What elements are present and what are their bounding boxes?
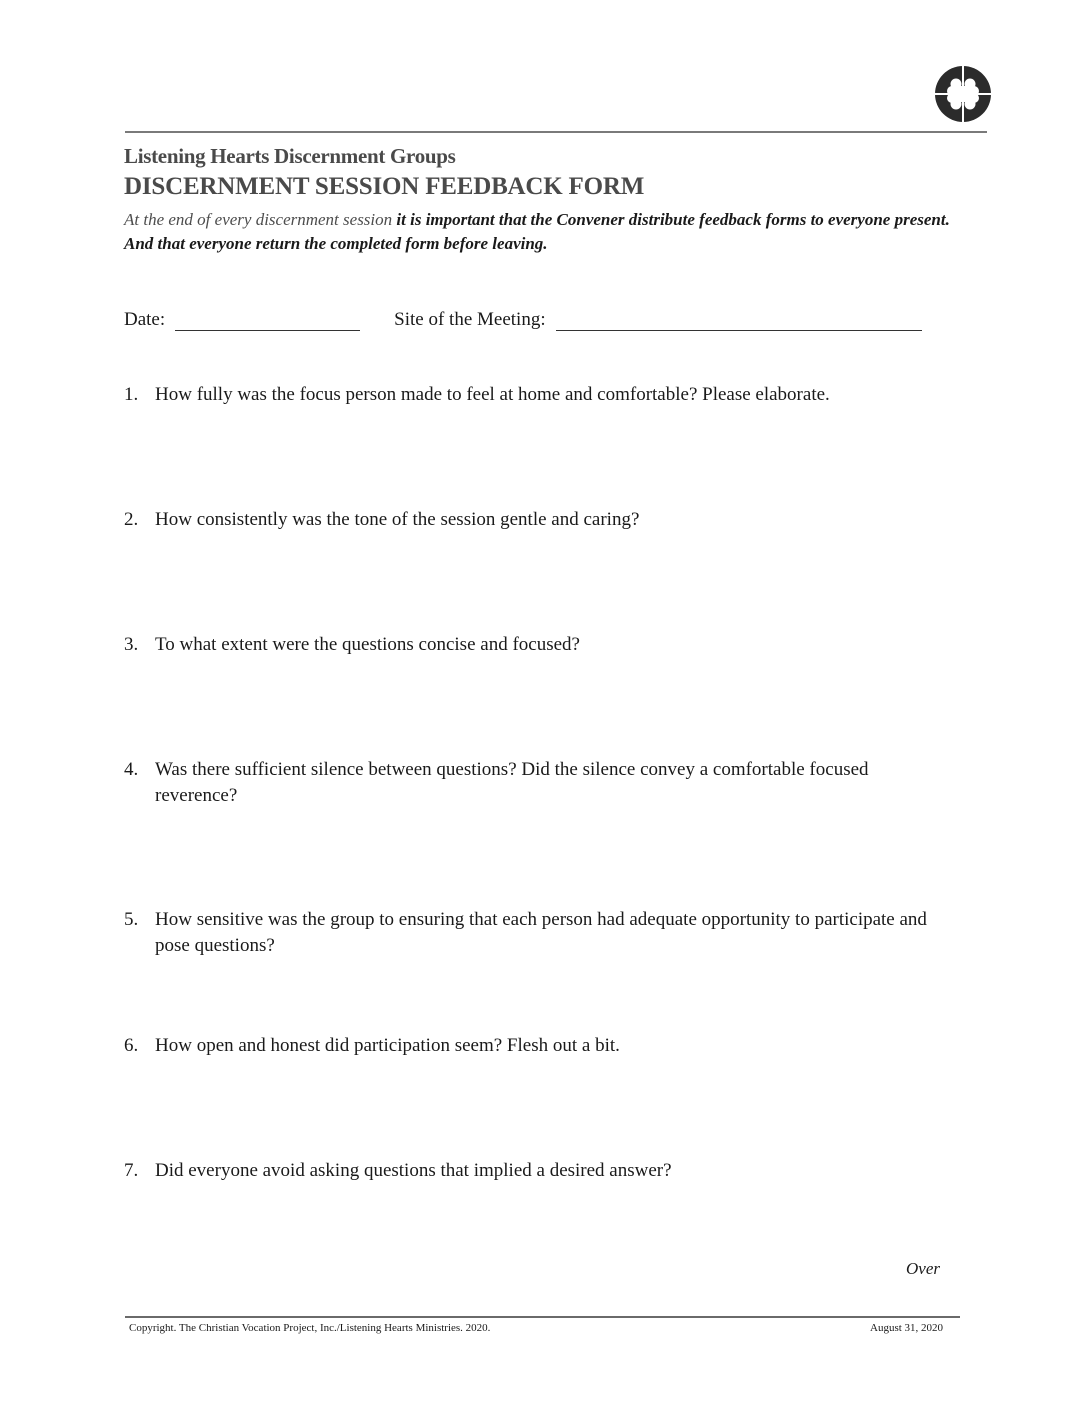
form-title: DISCERNMENT SESSION FEEDBACK FORM bbox=[124, 173, 645, 200]
question-item bbox=[124, 1033, 964, 1059]
top-divider bbox=[125, 131, 987, 133]
question-number: 2. bbox=[124, 509, 139, 530]
question-number: 1. bbox=[124, 384, 139, 405]
question-text: Was there sufficient silence between questions? Did the silence convey a comfortable focused reverence? bbox=[155, 759, 869, 806]
meeting-fields-row bbox=[124, 309, 922, 331]
question-item bbox=[124, 907, 954, 959]
question-number: 7. bbox=[124, 1160, 139, 1181]
footer-divider bbox=[125, 1316, 960, 1318]
intro-part-2: it is important that the Convener distribute feedback forms to everyone present. And that everyone return the completed form before leaving. bbox=[124, 210, 950, 253]
question-item bbox=[124, 632, 964, 658]
question-text: How open and honest did participation seem? Flesh out a bit. bbox=[155, 1035, 620, 1056]
over-label: Over bbox=[906, 1259, 940, 1278]
date-label: Date: bbox=[124, 309, 166, 330]
question-number: 5. bbox=[124, 909, 139, 930]
intro-instructions bbox=[124, 208, 964, 256]
question-item bbox=[124, 1158, 964, 1184]
site-field[interactable] bbox=[556, 310, 922, 331]
question-text: How consistently was the tone of the session gentle and caring? bbox=[155, 509, 640, 530]
footer-copyright: Copyright. The Christian Vocation Project, Inc./Listening Hearts Ministries. 2020. bbox=[129, 1322, 491, 1334]
question-text: To what extent were the questions concise and focused? bbox=[155, 634, 580, 655]
question-text: How fully was the focus person made to feel at home and comfortable? Please elaborate. bbox=[155, 384, 830, 405]
question-text: How sensitive was the group to ensuring that each person had adequate opportunity to participate and pose questions? bbox=[155, 909, 927, 956]
intro-part-1: At the end of every discernment session bbox=[124, 210, 393, 229]
clover-cross-logo-icon bbox=[935, 66, 991, 122]
question-number: 3. bbox=[124, 634, 139, 655]
question-item bbox=[124, 382, 964, 408]
question-number: 4. bbox=[124, 759, 139, 780]
question-text: Did everyone avoid asking questions that implied a desired answer? bbox=[155, 1160, 672, 1181]
question-number: 6. bbox=[124, 1035, 139, 1056]
question-item bbox=[124, 757, 924, 809]
question-item bbox=[124, 507, 964, 533]
site-label: Site of the Meeting: bbox=[394, 309, 546, 330]
organization-title: Listening Hearts Discernment Groups bbox=[124, 144, 456, 168]
date-field[interactable] bbox=[175, 310, 360, 331]
footer-date: August 31, 2020 bbox=[870, 1322, 944, 1334]
